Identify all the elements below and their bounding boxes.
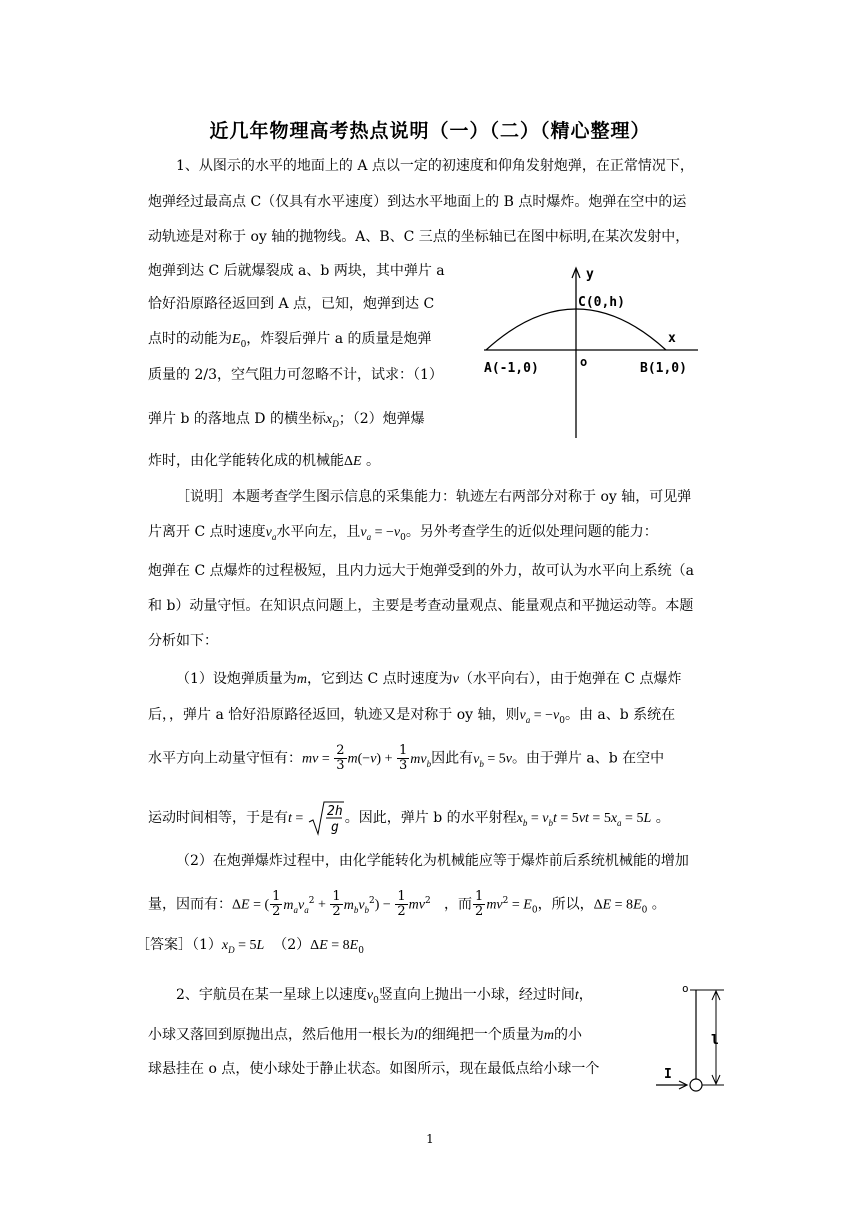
- solution1-line: 运动时间相等，于是有t = 2h g 。因此，弹片 b 的水平射程$x_b = v_bt = 5vt = 5x_a = 5L$ 。: [148, 800, 670, 836]
- trajectory-figure: [476, 262, 706, 440]
- problem2-line: 小球又落回到原抛出点，然后他用一根长为l的细绳把一个质量为m的小: [148, 1027, 583, 1043]
- length-l-label: l: [711, 1033, 719, 1048]
- page-title: 近几年物理高考热点说明（一）（二）（精心整理）: [209, 120, 651, 142]
- solution1-line: 水平方向上动量守恒有：mv = $\frac{2}{3}$ m(−v) + $\frac{1}{3}$ $mv_b$因此有$v_b = 5v$。由于弹片 a、b 在空中: [148, 743, 665, 773]
- origin-label: o: [580, 355, 588, 369]
- pivot-o-label: o: [682, 982, 689, 995]
- svg-text:2h: 2h: [326, 804, 343, 819]
- point-a-label: A(-1,0): [484, 361, 539, 376]
- point-c-label: C(0,h): [578, 295, 625, 310]
- explanation-line: 炮弹在 C 点爆炸的过程极短，且内力远大于炮弹受到的外力，故可认为水平向上系统（a: [148, 563, 694, 579]
- problem1-line: 1、从图示的水平的地面上的 A 点以一定的初速度和仰角发射炮弹，在正常情况下，: [176, 158, 694, 174]
- sqrt-symbol: [307, 800, 345, 836]
- solution2-line: 量，因而有：ΔE = ( $\frac{1}{2}$ $m_av_a^2$ + $\frac{1}{2}$ $m_bv_b^2$) − $\frac{1}{2}$ $mv^2$ ，而 $\frac{1}{2}$ $mv^2 = E_0$，所以，$\Delta E = 8E_0$ 。: [148, 889, 666, 919]
- problem1-line: 炸时，由化学能转化成的机械能ΔE 。: [148, 453, 381, 469]
- impulse-i-label: I: [664, 1067, 672, 1082]
- problem2-line: 球悬挂在 o 点，使小球处于静止状态。如图所示，现在最低点给小球一个: [148, 1061, 600, 1077]
- problem1-line: 弹片 b 的落地点 D 的横坐标$x_D$；（2）炮弹爆: [148, 411, 425, 429]
- answer-line: ［答案$](1)x_D = 5L$ $(2)\Delta E = 8E_0$: [136, 937, 364, 956]
- solution2-line: （2）在炮弹爆炸过程中，由化学能转化为机械能应等于爆炸前后系统机械能的增加: [176, 853, 689, 869]
- problem1-line: 恰好沿原路径返回到 A 点，已知，炮弹到达 C: [148, 296, 435, 312]
- problem1-line: 质量的 2/3，空气阻力可忽略不计，试求：（1）: [148, 367, 443, 383]
- problem1-line: 动轨迹是对称于 oy 轴的抛物线。A、B、C 三点的坐标轴已在图中标明,在某次发射中，: [148, 229, 690, 245]
- problem2-line: 2、宇航员在某一星球上以速度$v_0$竖直向上抛出一小球，经过时间t，: [176, 987, 593, 1006]
- solution1-line: 后，，弹片 a 恰好沿原路径返回，轨迹又是对称于 oy 轴，则$v_a = -v_0$。由 a、b 系统在: [148, 707, 676, 726]
- ball: [690, 1079, 702, 1091]
- solution1-line: （1）设炮弹质量为m，它到达 C 点时速度为v（水平向右），由于炮弹在 C 点爆炸: [176, 671, 682, 687]
- explanation-line: 片离开 C 点时速度$v_a$水平向左，且$v_a = -v_0$。另外考查学生的近似处理问题的能力：: [148, 524, 658, 543]
- x-axis-label: x: [668, 331, 676, 346]
- explanation-line: 分析如下：: [148, 633, 218, 649]
- problem1-line: 点时的动能为$E_0$，炸裂后弹片 a 的质量是炮弹: [148, 331, 432, 350]
- page-number: 1: [426, 1132, 434, 1146]
- svg-text:g: g: [330, 820, 339, 835]
- explanation-line: 和 b）动量守恒。在知识点问题上，主要是考查动量观点、能量观点和平抛运动等。本题: [148, 598, 694, 614]
- point-b-label: B(1,0): [640, 361, 687, 376]
- y-axis-label: y: [586, 267, 594, 282]
- pendulum-figure: [650, 978, 740, 1098]
- problem1-line: 炮弹到达 C 后就爆裂成 a、b 两块，其中弹片 a: [148, 263, 445, 279]
- explanation-line: ［说明］本题考查学生图示信息的采集能力：轨迹左右两部分对称于 oy 轴，可见弹: [176, 489, 692, 505]
- problem1-line: 炮弹经过最高点 C（仅具有水平速度）到达水平地面上的 B 点时爆炸。炮弹在空中的运: [148, 194, 687, 210]
